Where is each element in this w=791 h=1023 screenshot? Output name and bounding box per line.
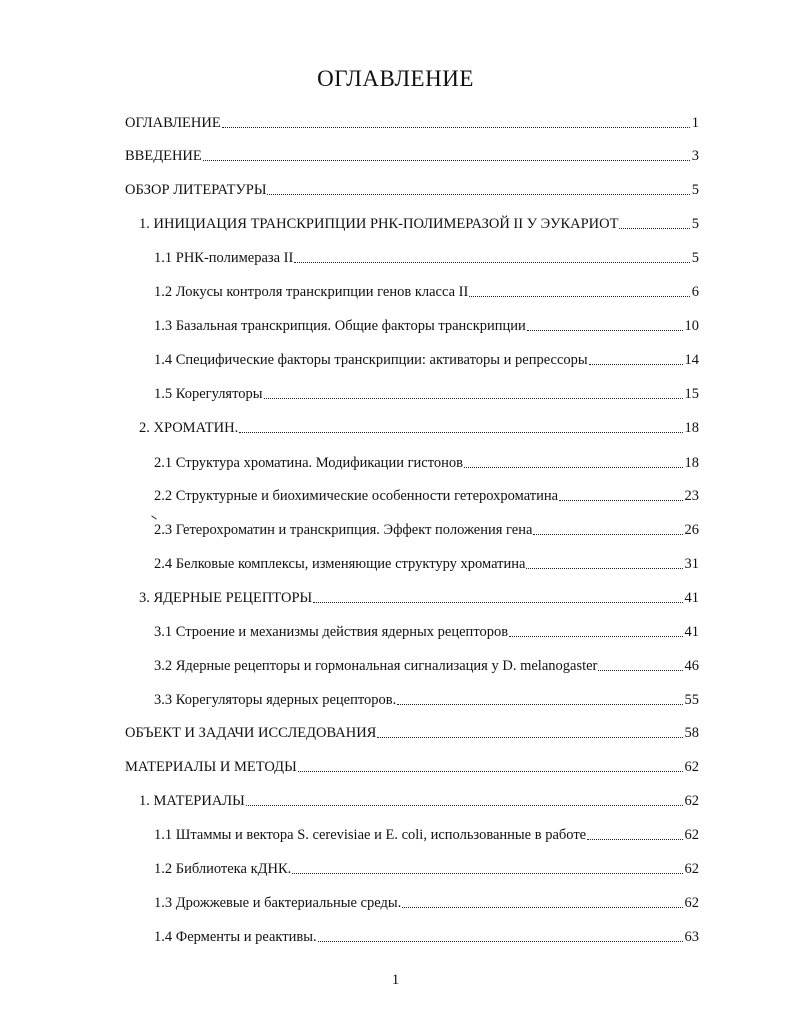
toc-entry[interactable] — [154, 858, 699, 878]
toc-entry-label: 1.4 Специфические факторы транскрипции: активаторы и репрессоры — [154, 352, 588, 368]
toc-entry[interactable] — [154, 281, 699, 301]
toc-entry-page: 5 — [691, 216, 699, 232]
leader-dots — [294, 261, 689, 263]
toc-entry-page: 26 — [684, 522, 699, 538]
leader-dots — [509, 635, 682, 637]
toc-entry-label: 1.5 Корегуляторы — [154, 386, 263, 402]
toc-entry-label: ОБЗОР ЛИТЕРАТУРЫ — [125, 182, 267, 198]
toc-entry-label: 2. ХРОМАТИН. — [139, 420, 239, 436]
page-number: 1 — [391, 972, 400, 988]
toc-entry[interactable] — [125, 112, 699, 132]
toc-entry[interactable] — [154, 926, 699, 946]
toc-entry-page: 23 — [684, 488, 699, 504]
toc-entry-label: ВВЕДЕНИЕ — [125, 148, 202, 164]
toc-entry[interactable] — [139, 417, 699, 437]
toc-entry-label: 1.2 Библиотека кДНК. — [154, 861, 292, 877]
toc-entry[interactable] — [154, 383, 699, 403]
toc-entry-page: 31 — [684, 556, 699, 572]
toc-entry[interactable] — [154, 349, 699, 369]
toc-entry-label: 3.1 Строение и механизмы действия ядерных рецепторов — [154, 624, 509, 640]
toc-entry-label: 1. ИНИЦИАЦИЯ ТРАНСКРИПЦИИ РНК-ПОЛИМЕРАЗОЙ II У ЭУКАРИОТ — [139, 216, 619, 232]
toc-entry[interactable] — [139, 790, 699, 810]
leader-dots — [527, 329, 683, 331]
toc-entry[interactable] — [154, 621, 699, 641]
toc-entry-page: 46 — [684, 658, 699, 674]
toc-entry-page: 1 — [691, 115, 699, 131]
leader-dots — [589, 363, 683, 365]
leader-dots — [222, 126, 690, 128]
toc-entry[interactable] — [125, 145, 699, 165]
toc-entry-label: 2.3 Гетерохроматин и транскрипция. Эффект положения гена — [154, 522, 533, 538]
leader-dots — [598, 669, 682, 671]
leader-dots — [377, 736, 682, 738]
leader-dots — [264, 397, 683, 399]
leader-dots — [587, 838, 682, 840]
toc-entry[interactable] — [125, 722, 699, 742]
leader-dots — [292, 872, 682, 874]
toc-entry[interactable] — [154, 689, 699, 709]
toc-entry-page: 10 — [684, 318, 699, 334]
leader-dots — [533, 533, 682, 535]
toc-entry[interactable] — [154, 452, 699, 472]
toc-entry-label: ОБЪЕКТ И ЗАДАЧИ ИССЛЕДОВАНИЯ — [125, 725, 377, 741]
toc-entry-label: 1.2 Локусы контроля транскрипции генов класса II — [154, 284, 469, 300]
toc-entry-page: 41 — [684, 590, 699, 606]
leader-dots — [402, 906, 682, 908]
leader-dots — [619, 227, 689, 229]
toc-entry[interactable] — [139, 587, 699, 607]
toc-entry-label: 1.1 Штаммы и вектора S. cerevisiae и E. coli, использованные в работе — [154, 827, 587, 843]
toc-entry[interactable] — [154, 655, 699, 675]
toc-entry[interactable] — [125, 756, 699, 776]
toc-entry-page: 63 — [684, 929, 699, 945]
toc-entry-label: 2.4 Белковые комплексы, изменяющие структуру хроматина — [154, 556, 526, 572]
toc-entry-page: 62 — [684, 759, 699, 775]
toc-entry-page: 62 — [684, 895, 699, 911]
toc-entry-label: 3.3 Корегуляторы ядерных рецепторов. — [154, 692, 397, 708]
toc-entry-page: 18 — [684, 455, 699, 471]
leader-dots — [397, 703, 682, 705]
toc-entry-page: 62 — [684, 827, 699, 843]
toc-entry[interactable] — [154, 315, 699, 335]
toc-entry-page: 58 — [684, 725, 699, 741]
leader-dots — [464, 466, 683, 468]
toc-entry-label: 1.3 Дрожжевые и бактериальные среды. — [154, 895, 402, 911]
toc-entry[interactable] — [125, 179, 699, 199]
toc-entry-page: 14 — [684, 352, 699, 368]
toc-entry-page: 5 — [691, 250, 699, 266]
toc-entry-page: 5 — [691, 182, 699, 198]
toc-entry[interactable] — [154, 247, 699, 267]
toc-entry[interactable] — [154, 824, 699, 844]
toc-entry-label: МАТЕРИАЛЫ И МЕТОДЫ — [125, 759, 297, 775]
toc-entry-label: 1.1 РНК-полимераза II — [154, 250, 294, 266]
page-title: ОГЛАВЛЕНИЕ — [317, 66, 474, 91]
toc-entry-label: 2.2 Структурные и биохимические особенности гетерохроматина — [154, 488, 559, 504]
toc-entry-label: 2.1 Структура хроматина. Модификации гистонов — [154, 455, 463, 471]
leader-dots — [246, 804, 683, 806]
leader-dots — [469, 295, 689, 297]
toc-entry-page: 6 — [691, 284, 699, 300]
toc-entry-label: 1.3 Базальная транскрипция. Общие факторы транскрипции — [154, 318, 526, 334]
leader-dots — [298, 770, 683, 772]
leader-dots — [239, 431, 682, 433]
leader-dots — [203, 159, 690, 161]
toc-entry-page: 3 — [691, 148, 699, 164]
toc-entry[interactable] — [154, 485, 699, 505]
toc-entry-label: ОГЛАВЛЕНИЕ — [125, 115, 221, 131]
leader-dots — [267, 193, 689, 195]
toc-entry-label: 3.2 Ядерные рецепторы и гормональная сигнализация у D. melanogaster — [154, 658, 598, 674]
toc-entry-label: 3. ЯДЕРНЫЕ РЕЦЕПТОРЫ — [139, 590, 313, 606]
toc-entry-page: 41 — [684, 624, 699, 640]
toc-entry[interactable] — [154, 519, 699, 539]
toc-entry[interactable] — [154, 553, 699, 573]
toc-entry-page: 62 — [684, 861, 699, 877]
leader-dots — [559, 499, 682, 501]
toc-entry-label: 1. МАТЕРИАЛЫ — [139, 793, 245, 809]
leader-dots — [313, 601, 682, 603]
toc-entry-label: 1.4 Ферменты и реактивы. — [154, 929, 317, 945]
toc-entry-page: 18 — [684, 420, 699, 436]
toc-entry[interactable] — [154, 892, 699, 912]
toc-entry-page: 15 — [684, 386, 699, 402]
toc-entry-page: 55 — [684, 692, 699, 708]
toc-entry[interactable] — [139, 213, 699, 233]
leader-dots — [318, 940, 683, 942]
toc-entry-page: 62 — [684, 793, 699, 809]
leader-dots — [526, 567, 682, 569]
